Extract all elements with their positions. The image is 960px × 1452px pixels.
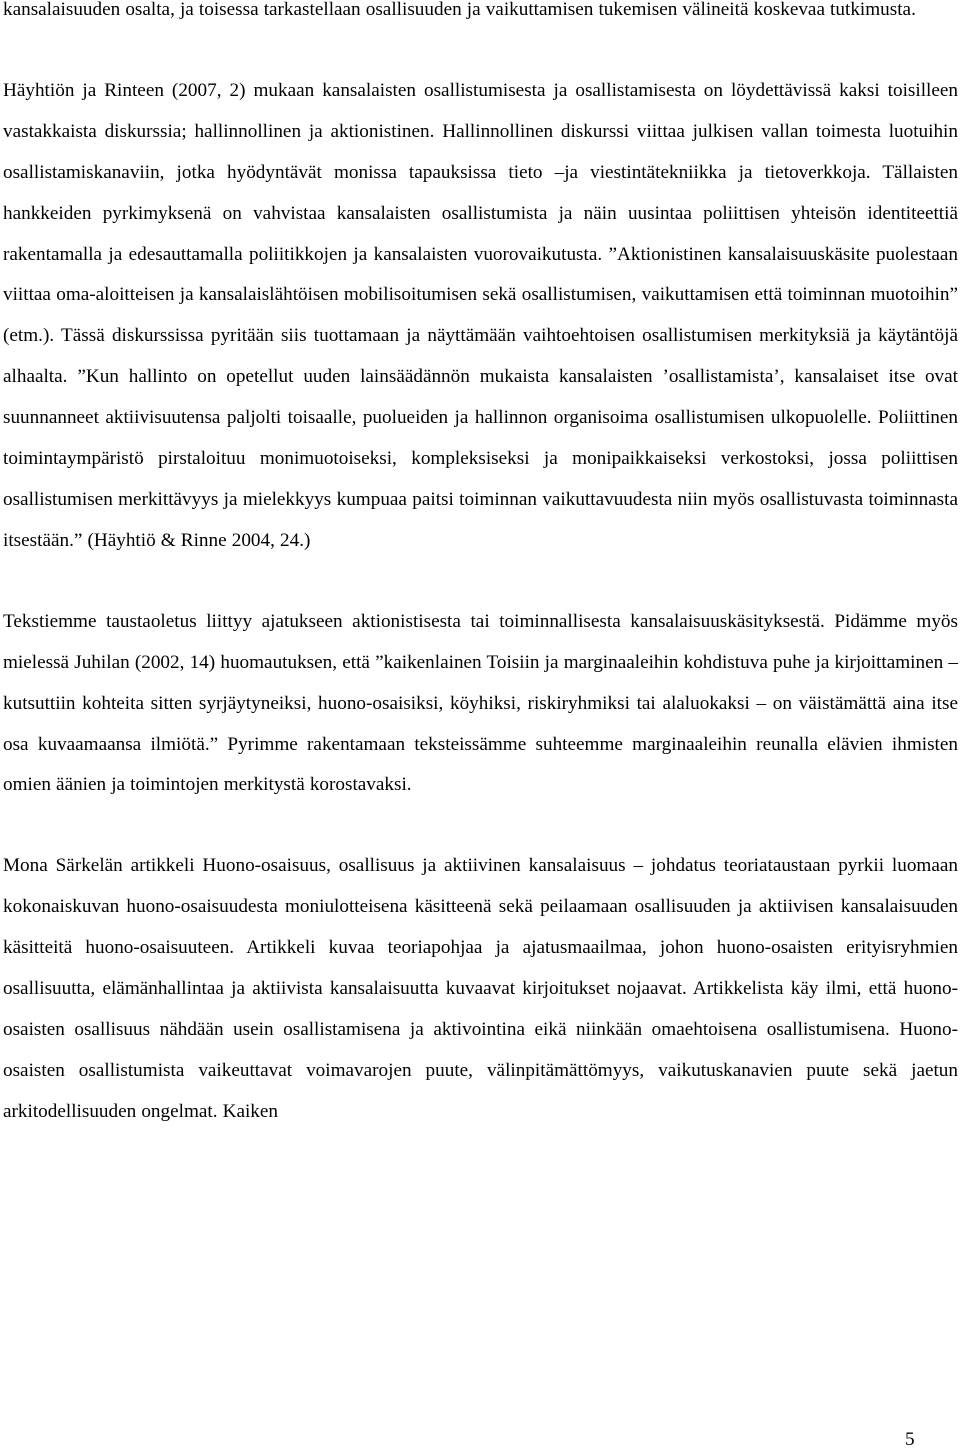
paragraph-discourses: Häyhtiön ja Rinteen (2007, 2) mukaan kansalaisten osallistumisesta ja osallistamisesta on löydettävissä kaksi toisilleen vastakkaista diskurssia; hallinnollinen ja aktionistinen. Hallinnollinen diskurssi viittaa julkisen vallan toimesta luotuihin osallistamiskanaviin, jotka hyödyntävät monissa tapauksissa tieto –ja viestintätekniikka ja tietoverkkoja. Tällaisten hankkeiden pyrkimyksenä on vahvistaa kansalaisten osallistumista ja näin uusintaa poliittisen yhteisön identiteettiä rakentamalla ja edesauttamalla poliitikkojen ja kansalaisten vuorovaikutusta. ”Aktionistinen kansalaisuuskäsite puolestaan viittaa oma-aloitteisen ja kansalaislähtöisen mobilisoitumisen sekä osallistumisen, vaikuttamisen että toiminnan muotoihin” (etm.). Tässä diskurssissa pyritään siis tuottamaan ja näyttämään vaihtoehtoisen osallistumisen merkityksiä ja käytäntöjä alhaalta. ”Kun hallinto on opetellut uuden lainsäädännön mukaista kansalaisten ’osallistamista’, kansalaiset itse ovat suunnanneet aktiivisuutensa paljolti toisaalle, puolueiden ja hallinnon organisoima osallistumisen ulkopuolelle. Poliittinen toimintaympäristö pirstaloituu monimuotoiseksi, kompleksiseksi ja monipaikkaiseksi verkostoksi, jossa poliittisen osallistumisen merkittävyys ja mielekkyys kumpuaa paitsi toiminnan vaikuttavuudesta niin myös osallistuvasta toiminnasta itsestään.” (Häyhtiö & Rinne 2004, 24.) [3, 79, 958, 551]
paragraph-article-summary: Mona Särkelän artikkeli Huono-osaisuus, osallisuus ja aktiivinen kansalaisuus – johdatus teoriataustaan pyrkii luomaan kokonaiskuvan huono-osaisuudesta moniulotteisena käsitteenä sekä peilaamaan osallisuuden ja aktiivisen kansalaisuuden käsitteitä huono-osaisuuteen. Artikkeli kuvaa teoriapohjaa ja ajatusmaailmaa, johon huono-osaisten erityisryhmien osallisuutta, elämänhallintaa ja aktiivista kansalaisuutta kuvaavat kirjoitukset nojaavat. Artikkelista käy ilmi, että huono-osaisten osallisuus nähdään usein osallistamisena ja aktivointina eikä niinkään omaehtoisena osallistumisena. Huono-osaisten osallistumista vaikeuttavat voimavarojen puute, välinpitämättömyys, vaikutuskanavien puute sekä jaetun arkitodellisuuden ongelmat. Kaiken [3, 855, 958, 1122]
document-page [3, 0, 958, 1133]
paragraph-background-assumption: Tekstiemme taustaoletus liittyy ajatukseen aktionistisesta tai toiminnallisesta kansalaisuuskäsityksestä. Pidämme myös mielessä Juhilan (2002, 14) huomautuksen, että ”kaikenlainen Toisiin ja marginaaleihin kohdistuva puhe ja kirjoittaminen – kutsuttiin kohteita sitten syrjäytyneiksi, huono-osaisiksi, köyhiksi, riskiryhmiksi tai alaluokaksi – on väistämättä aina itse osa kuvaamaansa ilmiötä.” Pyrimme rakentamaan teksteissämme suhteemme marginaaleihin reunalla elävien ihmisten omien äänien ja toimintojen merkitystä korostavaksi. [3, 610, 958, 796]
page-number: 5 [905, 1429, 915, 1450]
paragraph-intro-continuation: kansalaisuuden osalta, ja toisessa tarkastellaan osallisuuden ja vaikuttamisen tukemisen välineitä koskevaa tutkimusta. [3, 0, 916, 20]
